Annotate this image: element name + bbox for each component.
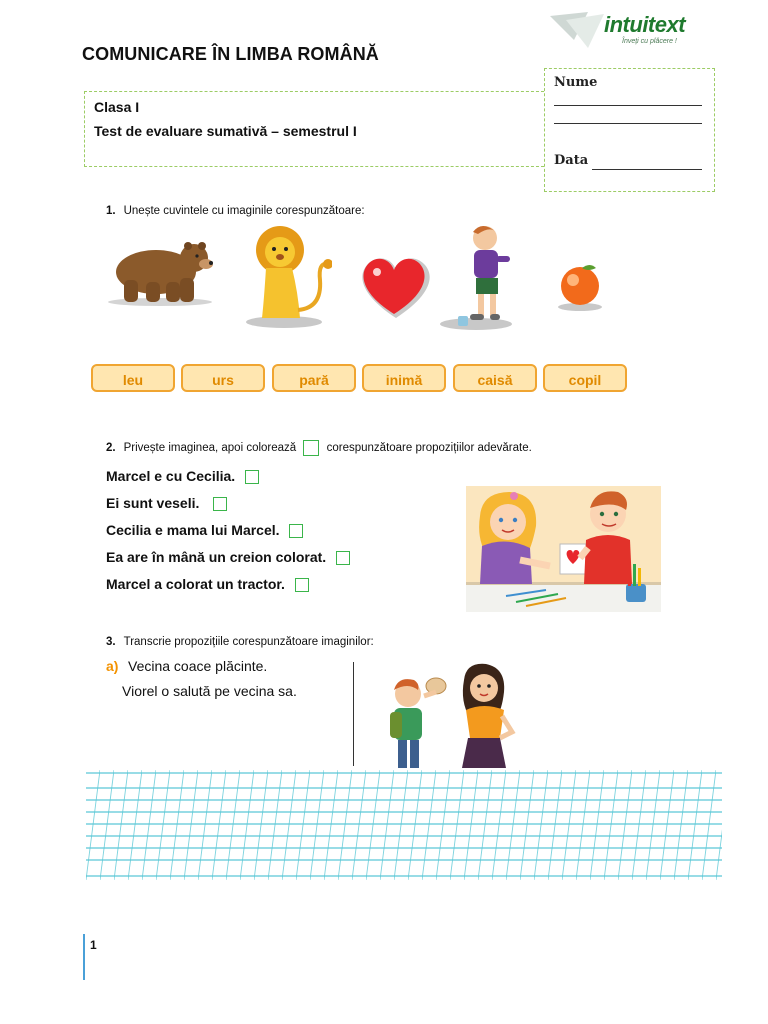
statement-3-text: Cecilia e mama lui Marcel. [106, 522, 280, 538]
exercise-3-number: 3. [106, 636, 116, 648]
exercise-1-number: 1. [106, 205, 116, 217]
date-label: Data [554, 153, 589, 168]
statement-3 [106, 522, 303, 538]
handwriting-guide-lines[interactable] [86, 770, 722, 880]
word-card-urs[interactable]: urs [181, 364, 265, 392]
statement-1-checkbox[interactable] [245, 470, 259, 484]
test-label: Test de evaluare sumativă – semestrul I [94, 123, 357, 139]
logo-tagline: Înveți cu plăcere ! [622, 38, 677, 45]
statement-1 [106, 468, 259, 484]
statement-5-checkbox[interactable] [295, 578, 309, 592]
exercise-2-number: 2. [106, 442, 116, 455]
exercise-2-text-before: Privește imaginea, apoi colorează [123, 442, 297, 455]
name-line-2[interactable] [554, 123, 702, 124]
exercise-1-instruction [106, 205, 365, 217]
exercise-2-instruction [106, 440, 532, 456]
exercise-2-text-after: corespunzătoare propozițiilor adevărate. [326, 442, 532, 455]
apricot-image [556, 262, 604, 312]
statement-1-text: Marcel e cu Cecilia. [106, 468, 236, 484]
statement-2 [106, 495, 227, 511]
logo-wordmark: intuitext [604, 12, 686, 37]
transcribe-line-1: Vecina coace plăcinte. [128, 658, 268, 674]
word-card-copil[interactable]: copil [543, 364, 627, 392]
exercise-1-text: Unește cuvintele cu imaginile corespunzătoare: [123, 205, 365, 217]
word-card-inima[interactable]: inimă [362, 364, 446, 392]
exercise-3-instruction [106, 636, 374, 648]
statement-4-checkbox[interactable] [336, 551, 350, 565]
cecilia-marcel-illustration [466, 486, 661, 612]
name-label: Nume [554, 75, 598, 90]
word-card-leu[interactable]: leu [91, 364, 175, 392]
page-title: COMUNICARE ÎN LIMBA ROMÂNĂ [82, 44, 379, 64]
exercise-3-text: Transcrie propozițiile corespunzătoare imaginilor: [123, 636, 374, 648]
name-line-1[interactable] [554, 105, 702, 106]
page-number-bar [83, 934, 85, 980]
statement-2-checkbox[interactable] [213, 497, 227, 511]
statement-2-text: Ei sunt veseli. [106, 495, 200, 511]
boy-image [438, 222, 518, 334]
lion-image [244, 222, 332, 330]
divider-line [353, 662, 354, 766]
class-label: Clasa I [94, 99, 140, 115]
statement-4-text: Ea are în mână un creion colorat. [106, 549, 327, 565]
statement-5-text: Marcel a colorat un tractor. [106, 576, 285, 592]
statement-5 [106, 576, 309, 592]
transcribe-line-2: Viorel o salută pe vecina sa. [122, 683, 297, 699]
heart-image [356, 252, 436, 322]
item-letter-a: a) [106, 658, 119, 674]
date-line[interactable] [592, 169, 702, 170]
statement-3-checkbox[interactable] [289, 524, 303, 538]
word-card-para[interactable]: pară [272, 364, 356, 392]
statement-4 [106, 549, 350, 565]
viorel-neighbor-illustration [382, 662, 532, 768]
page-number: 1 [90, 938, 97, 952]
legend-checkbox [303, 440, 319, 456]
bear-image [104, 236, 216, 308]
word-card-caisa[interactable]: caisă [453, 364, 537, 392]
